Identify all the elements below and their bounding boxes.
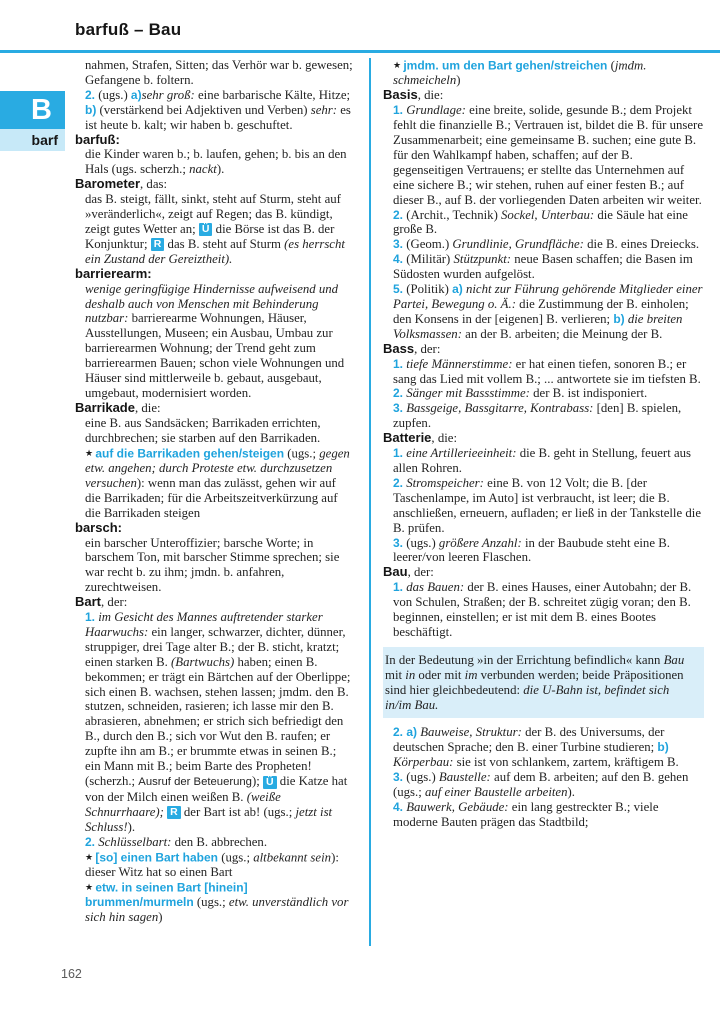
entry-text: [383, 357, 704, 387]
entry-headword: [383, 342, 704, 357]
text-segment: 3.: [393, 535, 404, 550]
usage-badge-icon: R: [151, 238, 165, 251]
text-segment: (Militär): [403, 252, 454, 267]
entry-headword: [383, 431, 704, 446]
text-segment: ein lang gestreckter B.; viele moderne Bauten prägen das Stadtbild;: [393, 800, 659, 829]
text-segment: Bau: [383, 564, 408, 580]
text-segment: die Katze hat von der Milch einen weißen B.: [85, 774, 348, 804]
text-segment: er hat einen tiefen, sonoren B.; er sang das Lied mit vollem B.; ... antwortete sie im tiefsten B.: [393, 356, 701, 386]
usage-badge-icon: Ü: [263, 776, 277, 789]
text-segment: 5.: [393, 282, 404, 297]
text-segment: eine barbarische Kälte, Hitze;: [194, 87, 351, 102]
text-segment: (ugs.;: [193, 895, 229, 910]
text-segment: Grundlinie, Grundfläche:: [452, 237, 584, 252]
entry-text: [75, 880, 354, 925]
text-segment: der Bart ist ab! (ugs.;: [180, 804, 296, 819]
entry-text: [75, 147, 354, 177]
text-segment: a): [130, 87, 142, 102]
text-segment: b): [613, 311, 625, 326]
text-segment: (ugs.;: [218, 850, 254, 865]
text-segment: (ugs.;: [284, 446, 320, 461]
text-segment: das Bauen:: [403, 580, 465, 595]
text-segment: Bass: [383, 340, 415, 356]
text-segment: Bauweise, Struktur:: [417, 725, 522, 740]
entry-headword: [383, 88, 704, 103]
entry-text: [75, 416, 354, 446]
text-segment: );: [251, 774, 263, 788]
text-segment: (es herrscht ein Zustand der Gereiztheit).: [85, 236, 345, 266]
page-title: barfuß – Bau: [75, 20, 182, 39]
entry-text: [383, 208, 704, 238]
text-segment: es ist heute b. kalt; wir haben b. geschuftet.: [85, 102, 351, 132]
text-segment: Sockel, Unterbau:: [501, 207, 595, 222]
text-segment: b): [85, 102, 97, 117]
text-segment: das B. steigt, fällt, sinkt, steht auf Sturm, steht auf »veränderlich«, zeigt auf Regen; das B. kündigt, zeigt gutes Wetter an;: [85, 192, 341, 236]
usage-badge-icon: Ü: [199, 223, 213, 236]
text-segment: (ugs.): [403, 770, 439, 785]
entry-text: [383, 580, 704, 640]
text-segment: die Börse ist das B. der Konjunktur;: [85, 221, 335, 251]
entry-headword: [75, 401, 354, 416]
entry-text: [383, 536, 704, 566]
text-segment: die U-Bahn ist, befindet sich in/im Bau.: [385, 682, 670, 712]
text-segment: Barrikade: [75, 399, 135, 415]
text-segment: Sänger mit Bassstimme:: [403, 386, 530, 401]
entry-text: [383, 800, 704, 830]
text-segment: [so] einen Bart haben: [95, 850, 219, 865]
text-segment: jetzt ist Schluss!: [85, 804, 333, 834]
text-segment: 2.: [85, 834, 96, 849]
text-segment: jmdm. um den Bart gehen/streichen: [403, 58, 608, 73]
text-segment: 4.: [393, 252, 404, 267]
text-segment: (Geom.): [403, 237, 453, 252]
text-segment: (ugs.): [95, 87, 131, 102]
text-segment: die B. geht in Stellung, feuert aus allen Rohren.: [393, 446, 692, 475]
text-segment: in der Baubude steht eine B. leerer/von leeren Flaschen.: [393, 535, 670, 565]
text-segment: etw. in seinen Bart [hinein] brummen/murmeln: [85, 880, 248, 910]
text-segment: 3.: [393, 770, 404, 785]
text-segment: sehr groß:: [141, 87, 195, 102]
entry-text: [383, 386, 704, 401]
text-segment: 1.: [85, 610, 96, 625]
entry-text: [383, 446, 704, 476]
entry-text: [383, 237, 704, 252]
text-segment: Bassgeige, Bassgitarre, Kontrabass:: [403, 401, 594, 416]
text-segment: Stützpunkt:: [453, 252, 512, 267]
text-segment: eine breite, solide, gesunde B.; dem Projekt fehlt die finanzielle B.; Vertrauen ist, bildet die B. für unsere Zusammenarbeit; eine gemeinsame B. suchen; eine gute B. für den Wahlkampf haben, schaffen; auf der B. gegenseitigen Vertrauens; er stellte das Unternehmen auf eine sichere B.; wir stehen, ruhen auf einer festen B.; auf dieser B., auf B. der vorliegenden Daten arbeiten wir weiter.: [393, 103, 703, 207]
text-segment: der B. ist indisponiert.: [529, 386, 648, 401]
text-segment: in: [405, 667, 416, 682]
idiom-star-icon: ★: [85, 447, 96, 458]
text-segment: [den] B. spielen, zupfen.: [393, 401, 682, 431]
text-segment: ).: [127, 819, 136, 834]
text-segment: ein barscher Unteroffizier; barsche Worte; in barschem Ton, mit barscher Stimme sprechen; sie war recht b. zu ihm; jmdn. b. anfahren, zurechtweisen.: [85, 535, 340, 595]
entry-headword: [383, 565, 704, 580]
header-rule: [0, 50, 720, 53]
entry-text: [383, 58, 704, 88]
text-segment: (: [607, 58, 615, 73]
text-segment: haben; einen B. bekommen; er trägt ein Bärtchen auf der Oberlippe; sich einen B. wachsen, stehen lassen; jmdm. den B. stutzen, schneiden, rasieren; ich lasse mir den B. abrasieren, abnehmen; er strich sich befriedigt den B., durch den B.; sich vor Wut den B. raufen; er zupfte ihn am B.; er brummte etwas in seinen B.; ein Mann mit B.; beim Barte des Propheten! (scherzh.;: [85, 654, 351, 788]
text-segment: , der:: [407, 565, 434, 580]
text-segment: (ugs.): [403, 535, 439, 550]
right-column: [383, 58, 704, 830]
text-segment: 1.: [393, 580, 404, 595]
text-segment: , das:: [140, 177, 168, 192]
text-segment: barrierearme Wohnungen, Häuser, Ausstellungen, Museen; ein Ausbau, Umbau zur barrierearmen Wohnung; der Trend geht zum barrierearmen Bauen; schon viele Wohnungen und Häuser sind mittlerweile b. gebaut, ausgebaut, umgebaut, modernisiert worden.: [85, 311, 345, 400]
text-segment: a): [403, 725, 418, 740]
entry-text: [75, 850, 354, 880]
text-segment: Schlüsselbart:: [95, 834, 172, 849]
text-segment: auf dem B. arbeiten; auf den B. gehen (ugs.;: [393, 770, 689, 800]
text-segment: barsch:: [75, 519, 122, 535]
text-segment: Batterie: [383, 430, 432, 446]
thumb-index-letter: B: [0, 91, 65, 129]
text-segment: ): wenn man das zulässt, gehen wir auf die Barrikaden; für die Arbeitszeitverkürzung auf die Barrikaden steigen: [85, 475, 338, 520]
text-segment: die Kinder waren b.; b. laufen, gehen; b. bis an den Hals (ugs. scherzh.;: [85, 147, 347, 177]
text-segment: den B. abbrechen.: [171, 834, 268, 849]
text-segment: Grundlage:: [403, 103, 466, 118]
usage-badge-icon: R: [167, 806, 181, 819]
idiom-star-icon: ★: [85, 851, 96, 862]
text-segment: 2.: [393, 475, 404, 490]
idiom-star-icon: ★: [393, 60, 404, 70]
text-segment: auf einer Baustelle arbeiten: [425, 785, 568, 800]
text-segment: (Archit., Technik): [403, 207, 502, 222]
text-segment: die Zustimmung der B. einholen; den Konsens in der [eigenen] B. verlieren;: [393, 297, 689, 326]
text-segment: sehr:: [310, 102, 338, 117]
text-segment: Basis: [383, 87, 418, 103]
text-segment: ): [158, 910, 163, 925]
entry-text: [383, 103, 704, 207]
text-segment: (verstärkend bei Adjektiven und Verben): [96, 102, 311, 117]
text-segment: 2.: [393, 725, 404, 740]
text-segment: (Bartwuchs): [171, 654, 235, 669]
text-segment: 3.: [393, 401, 404, 416]
usage-note-box: [383, 647, 704, 719]
text-segment: die B. eines Dreiecks.: [583, 237, 700, 252]
text-segment: 2.: [393, 207, 404, 222]
text-segment: In der Bedeutung »in der Errichtung befindlich« kann: [385, 652, 664, 667]
column-divider: [369, 58, 371, 946]
entry-text: [75, 610, 354, 835]
text-segment: eine Artillerieeinheit:: [403, 446, 517, 461]
entry-headword: [75, 133, 354, 148]
text-segment: die Säule hat eine große B.: [393, 207, 688, 237]
entry-text: [383, 476, 704, 536]
entry-text: [75, 88, 354, 133]
text-segment: etw. unverständlich vor sich hin sagen: [85, 895, 349, 925]
entry-headword: [75, 595, 354, 610]
text-segment: jmdm. schmeicheln: [393, 58, 647, 88]
text-segment: a): [452, 282, 463, 297]
text-segment: Bauwerk, Gebäude:: [403, 800, 509, 814]
text-segment: nackt: [189, 162, 217, 177]
text-segment: nahmen, Strafen, Sitten; das Verhör war b. gewesen; Gefangene b. foltern.: [85, 58, 353, 87]
text-segment: Bau: [663, 652, 685, 667]
text-segment: (weiße Schnurrhaare);: [85, 789, 281, 819]
text-segment: 1.: [393, 356, 404, 371]
text-segment: Baustelle:: [438, 770, 491, 785]
text-segment: eine B. von 12 Volt; die B. [der Taschenlampe, im Auto] ist verbraucht, ist leer; die B. anschließen, erneuern, aufladen; er ließ in der Tankstelle die B. prüfen.: [393, 475, 701, 535]
entry-text: [383, 401, 704, 431]
entry-headword: [75, 521, 354, 536]
page-number: 162: [61, 967, 82, 981]
text-segment: ein langer, schwarzer, dichter, dünner, struppiger, drei Tage alter B.; der B. sticht, kratzt; einen starken B.: [85, 624, 346, 669]
text-segment: tiefe Männerstimme:: [403, 356, 513, 371]
text-segment: , die:: [417, 88, 444, 103]
text-segment: Bart: [75, 594, 102, 610]
text-segment: verbunden werden; beide Präpositionen sind hier gleichbedeutend:: [385, 667, 684, 697]
text-segment: Körperbau:: [393, 755, 454, 770]
text-segment: mit: [385, 667, 406, 682]
text-segment: barrierearm:: [75, 265, 152, 281]
text-segment: , die:: [134, 400, 161, 415]
text-segment: ).: [216, 162, 225, 177]
text-segment: ): dieser Witz hat so einen Bart: [85, 850, 339, 879]
text-segment: 4.: [393, 800, 404, 814]
text-segment: oder mit: [415, 667, 465, 682]
text-segment: , der:: [101, 595, 128, 610]
text-segment: , der:: [414, 341, 441, 356]
text-segment: 3.: [393, 237, 404, 252]
text-segment: 2.: [393, 386, 404, 401]
entry-headword: [75, 267, 354, 282]
entry-text: [383, 770, 704, 800]
text-segment: Stromspeicher:: [403, 475, 484, 490]
text-segment: , die:: [431, 431, 458, 446]
text-segment: Ausruf der Beteuerung: [138, 776, 252, 788]
text-segment: auf die Barrikaden gehen/steigen: [95, 446, 285, 461]
text-segment: das B. steht auf Sturm: [164, 236, 285, 251]
text-segment: 1.: [393, 446, 404, 461]
text-segment: (Politik): [403, 282, 453, 297]
entry-text: [75, 536, 354, 596]
text-segment: barfuß:: [75, 131, 120, 147]
text-segment: größere Anzahl:: [438, 535, 522, 550]
text-segment: im: [464, 667, 478, 682]
text-segment: ).: [567, 785, 575, 800]
text-segment: die breiten Volksmassen:: [393, 311, 683, 341]
entry-text: [75, 835, 354, 850]
entry-text: [383, 252, 704, 282]
text-segment: ): [456, 73, 461, 88]
entry-text: [75, 282, 354, 401]
entry-headword: [75, 177, 354, 192]
text-segment: an der B. arbeiten; die Meinung der B.: [461, 326, 663, 341]
text-segment: nicht zur Führung gehörende Mitglieder einer Partei, Bewegung o. Ä.:: [393, 282, 703, 311]
text-segment: gegen etw. angehen; durch Proteste etw. durchzusetzen versuchen: [85, 446, 350, 490]
entry-text: [383, 725, 704, 770]
text-segment: der B. des Universums, der deutschen Sprache; den B. einer Turbine studieren;: [393, 725, 665, 755]
text-segment: eine B. aus Sandsäcken; Barrikaden errichten, durchbrechen; sie starben auf den Barrikaden.: [85, 415, 321, 445]
entry-text: [75, 446, 354, 521]
text-segment: b): [657, 740, 669, 755]
text-segment: sie ist von schlankem, zartem, kräftigem B.: [453, 755, 679, 770]
idiom-star-icon: ★: [85, 881, 96, 892]
text-segment: 1.: [393, 103, 404, 118]
text-segment: neue Basen schaffen; die Basen im Südosten wurden aufgelöst.: [393, 252, 693, 282]
text-segment: der B. eines Hauses, einer Autobahn; der B. von Schulen, Straßen; der B. schreitet zügig voran; den B. beginnen, einstellen; er ist mit dem B. eines Bootes beschäftigt.: [393, 580, 692, 639]
left-column: [75, 58, 354, 925]
entry-text: [75, 58, 354, 88]
entry-text: [75, 192, 354, 267]
text-segment: altbekannt sein: [253, 850, 332, 865]
text-segment: wenige geringfügige Hindernisse aufweisend und deshalb auch von Menschen mit Behinderung nutzbar:: [85, 281, 339, 326]
text-segment: 2.: [85, 87, 96, 102]
text-segment: Barometer: [75, 176, 141, 192]
entry-text: [383, 282, 704, 342]
text-segment: im Gesicht des Mannes auftretender starker Haarwuchs:: [85, 610, 323, 639]
thumb-index-word: barf: [0, 129, 65, 151]
